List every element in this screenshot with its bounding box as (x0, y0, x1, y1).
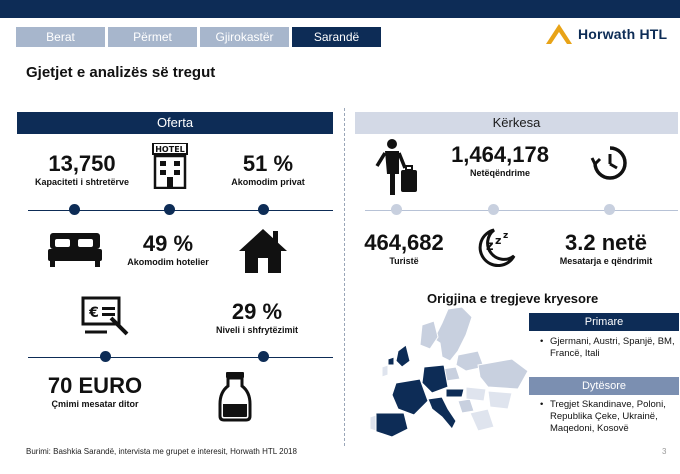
occupancy-stat (192, 300, 322, 335)
horwath-logo (546, 24, 667, 44)
column-divider (344, 108, 345, 446)
oferta-dot (69, 204, 80, 215)
secondary-markets-list (540, 399, 680, 435)
oferta-row2-line (28, 357, 333, 358)
europe-map (362, 305, 530, 447)
overnights-label: Netëqëndrime (469, 168, 531, 178)
location-tabs (16, 27, 381, 47)
price-tag-icon (81, 296, 131, 336)
oferta-dot (164, 204, 175, 215)
tourists-value: 464,682 (364, 230, 444, 255)
tab-permet[interactable]: Përmet (108, 27, 197, 47)
kerkesa-dot (488, 204, 499, 215)
page-number: 3 (662, 447, 667, 456)
clock-icon (590, 144, 630, 182)
primary-markets-header: Primare (529, 313, 679, 331)
kerkesa-row-line (365, 210, 678, 211)
kerkesa-header: Kërkesa (355, 112, 678, 134)
hotel-label: Akomodim hotelier (127, 257, 209, 267)
hotel-sign-text: HOTEL (155, 145, 185, 154)
tab-berat[interactable]: Berat (16, 27, 105, 47)
svg-text:z: z (503, 231, 509, 241)
logo-chevron-icon (546, 24, 572, 44)
traveler-luggage-icon (375, 138, 419, 196)
svg-text:z: z (495, 234, 502, 247)
overnights-stat (436, 143, 564, 178)
primary-markets-list (540, 336, 680, 360)
hotel-building-icon (150, 143, 190, 189)
page-title: Gjetjet e analizës së tregut (26, 64, 216, 81)
oferta-dot (258, 351, 269, 362)
secondary-markets-header: Dytësore (529, 377, 679, 395)
top-bar (0, 0, 680, 18)
kerkesa-dot (604, 204, 615, 215)
list-item: • Tregjet Skandinave, Poloni, Republika Çeke, Ukrainë, Maqedoni, Kosovë (540, 399, 680, 435)
capacity-label: Kapaciteti i shtretërve (34, 177, 130, 187)
bed-icon (48, 231, 102, 267)
oferta-dot (100, 351, 111, 362)
svg-text:€: € (89, 305, 99, 321)
house-icon (238, 227, 288, 273)
jar-icon (218, 370, 252, 422)
hotel-value: 49 % (142, 231, 194, 256)
private-stat (218, 152, 318, 187)
tourists-label: Turistë (389, 256, 419, 266)
occupancy-value: 29 % (231, 299, 283, 324)
list-item: • Gjermani, Austri, Spanjë, BM, Francë, Itali (540, 336, 680, 360)
stay-value: 3.2 netë (565, 230, 647, 255)
kerkesa-dot (391, 204, 402, 215)
tab-sarande[interactable]: Sarandë (292, 27, 381, 47)
stay-label: Mesatarja e qëndrimit (559, 256, 653, 266)
markets-title: Origjina e tregjeve kryesore (427, 291, 599, 306)
source-footer: Burimi: Bashkia Sarandë, intervista me grupet e interesit, Horwath HTL 2018 (26, 447, 297, 456)
price-stat (20, 374, 170, 409)
private-label: Akomodim privat (231, 177, 305, 187)
svg-text:z: z (486, 239, 494, 254)
capacity-stat (22, 152, 142, 187)
hotel-stat (118, 232, 218, 267)
logo-text: Horwath HTL (578, 26, 668, 42)
occupancy-label: Niveli i shfrytëzimit (215, 325, 299, 335)
stay-stat (545, 231, 667, 266)
tab-gjirokaster[interactable]: Gjirokastër (200, 27, 289, 47)
overnights-value: 1,464,178 (451, 142, 549, 167)
price-value: 70 EURO (47, 373, 143, 398)
oferta-dot (258, 204, 269, 215)
capacity-value: 13,750 (48, 151, 116, 176)
price-label: Çmimi mesatar ditor (51, 399, 139, 409)
private-value: 51 % (242, 151, 294, 176)
oferta-header: Oferta (17, 112, 333, 134)
tourists-stat (352, 231, 456, 266)
sleep-moon-icon (472, 226, 518, 270)
